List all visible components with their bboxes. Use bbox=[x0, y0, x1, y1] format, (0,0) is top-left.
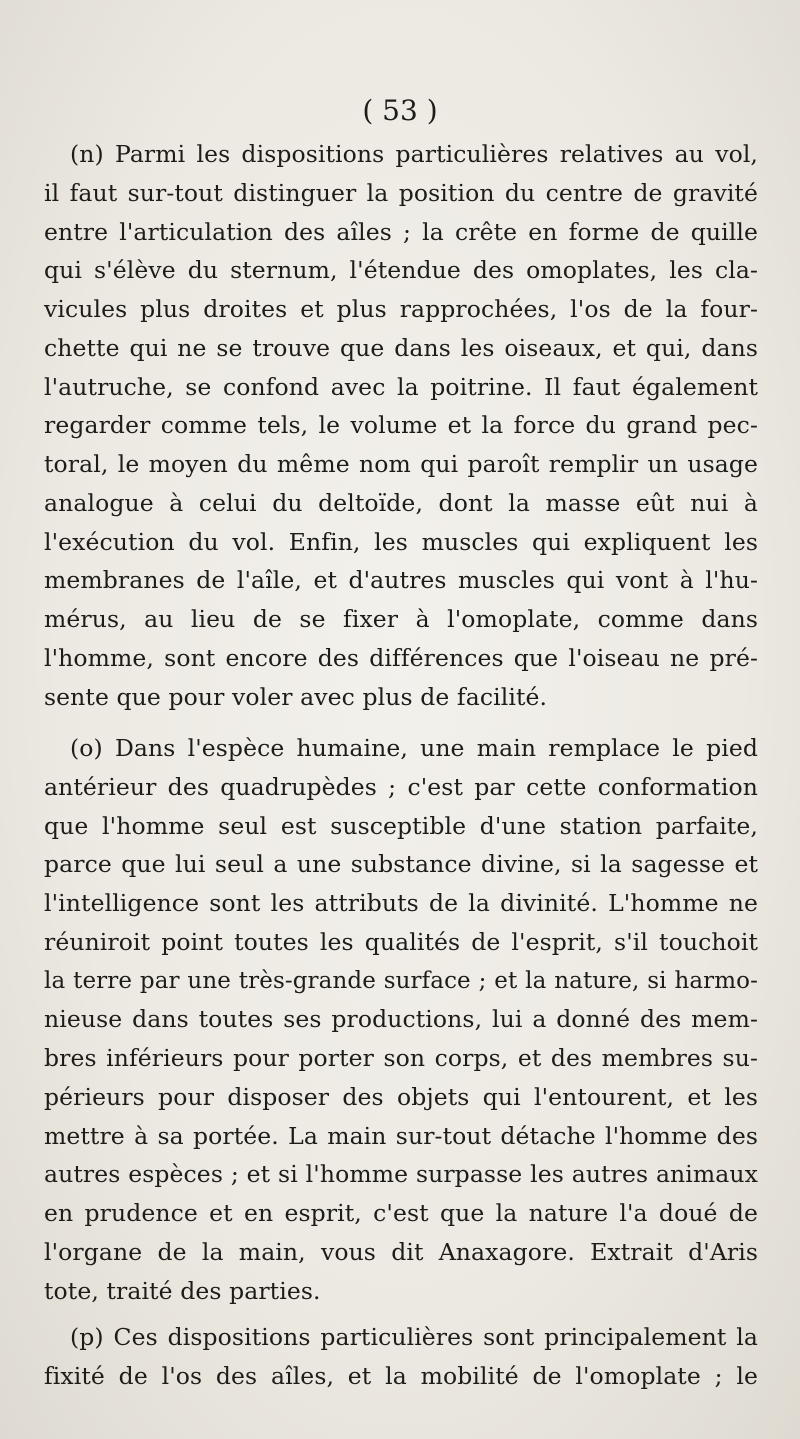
text-line: autres espèces ; et si l'homme surpasse les autres animaux bbox=[44, 1160, 758, 1189]
text-line: que l'homme seul est susceptible d'une station parfaite, bbox=[44, 811, 758, 840]
text-line: membranes de l'aîle, et d'autres muscles qui vont à l'hu- bbox=[44, 566, 758, 595]
paragraph-p bbox=[44, 1318, 758, 1396]
text-line: en prudence et en esprit, c'est que la nature l'a doué de bbox=[44, 1199, 758, 1227]
text-line: bres inférieurs pour porter son corps, et des membres su- bbox=[44, 1044, 758, 1072]
text-line: analogue à celui du deltoïde, dont la masse eût nui à bbox=[44, 488, 758, 517]
text-line: réuniroit point toutes les qualités de l'esprit, s'il touchoit bbox=[44, 927, 758, 956]
text-line: mettre à sa portée. La main sur-tout détache l'homme des bbox=[44, 1121, 758, 1150]
text-line: (n) Parmi les dispositions particulières relatives au vol, bbox=[70, 140, 758, 168]
text-line: qui s'élève du sternum, l'étendue des omoplates, les cla- bbox=[44, 256, 758, 285]
text-line: l'intelligence sont les attributs de la divinité. L'homme ne bbox=[44, 889, 758, 917]
text-line: la terre par une très-grande surface ; et la nature, si harmo- bbox=[44, 967, 758, 994]
text-line: regarder comme tels, le volume et la force du grand pec- bbox=[44, 411, 758, 440]
text-line: l'autruche, se confond avec la poitrine. Il faut également bbox=[44, 372, 758, 401]
text-line: mérus, au lieu de se fixer à l'omoplate, comme dans bbox=[44, 605, 758, 633]
text-line: entre l'articulation des aîles ; la crête en forme de quille bbox=[44, 217, 758, 246]
text-line: tote, traité des parties. bbox=[44, 1276, 321, 1305]
text-line: l'organe de la main, vous dit Anaxagore. Extrait d'Aris bbox=[44, 1237, 758, 1266]
text-line: l'homme, sont encore des différences que l'oiseau ne pré- bbox=[44, 643, 758, 672]
paragraph-o bbox=[44, 729, 758, 1310]
text-line: l'exécution du vol. Enfin, les muscles qui expliquent les bbox=[44, 527, 758, 556]
text-line: (o) Dans l'espèce humaine, une main remplace le pied bbox=[70, 734, 758, 762]
text-line: il faut sur-tout distinguer la position du centre de gravité bbox=[44, 178, 758, 207]
text-line: (p) Ces dispositions particulières sont principalement la bbox=[70, 1323, 758, 1351]
text-line: chette qui ne se trouve que dans les oiseaux, et qui, dans bbox=[44, 333, 758, 362]
paragraph-n bbox=[44, 135, 758, 716]
text-line: nieuse dans toutes ses productions, lui a donné des mem- bbox=[44, 1005, 758, 1034]
text-line: antérieur des quadrupèdes ; c'est par cette conformation bbox=[44, 772, 758, 801]
text-line: vicules plus droites et plus rapprochées, l'os de la four- bbox=[44, 295, 758, 323]
text-line: sente que pour voler avec plus de facilité. bbox=[44, 682, 548, 711]
text-line: périeurs pour disposer des objets qui l'entourent, et les bbox=[44, 1082, 758, 1111]
page-number: ( 53 ) bbox=[362, 94, 438, 127]
text-line: parce que lui seul a une substance divine, si la sagesse et bbox=[44, 850, 758, 879]
text-line: fixité de l'os des aîles, et la mobilité de l'omoplate ; le bbox=[44, 1361, 758, 1390]
text-line: toral, le moyen du même nom qui paroît remplir un usage bbox=[44, 450, 758, 478]
